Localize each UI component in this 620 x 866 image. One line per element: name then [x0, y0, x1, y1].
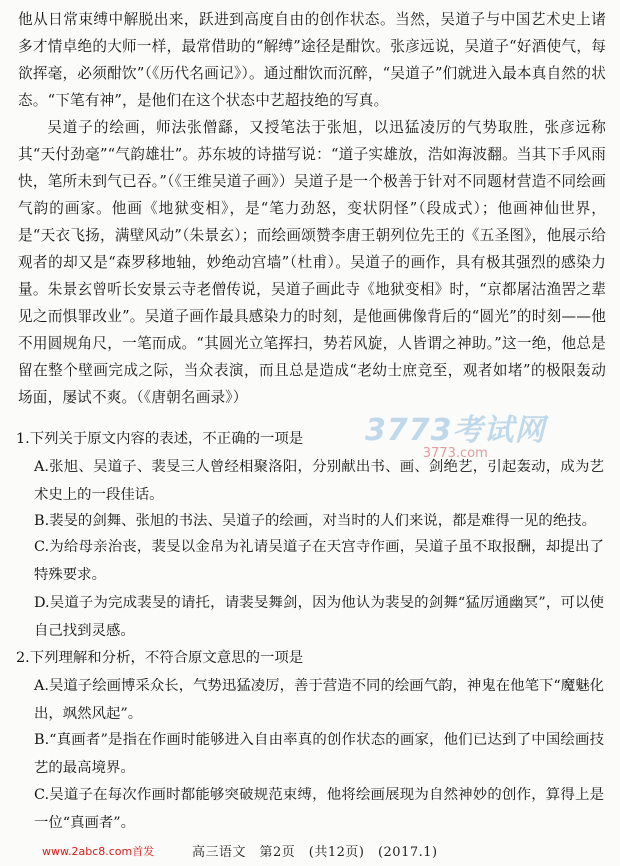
watermark-logo-text: 3773考试网: [365, 413, 546, 448]
question-2-option-a: A.吴道子绘画博采众长，气势迅猛凌厉，善于营造不同的绘画气韵，神鬼在他笔下“魔魅化出，飒然风起”。: [34, 678, 604, 722]
footer-site-link[interactable]: www.2abc8.com首发: [42, 845, 155, 858]
watermark-url: 3773.com: [422, 446, 488, 461]
question-2-stem: 2.下列理解和分析，不符合原文意思的一项是: [16, 650, 304, 666]
question-1-option-a: A.张旭、吴道子、裴旻三人曾经相聚洛阳，分别献出书、画、剑绝艺，引起轰动，成为艺术史上的一段佳话。: [34, 459, 604, 503]
question-2-option-b: B.“真画者”是指在作画时能够进入自由率真的创作状态的画家，他们已达到了中国绘画技艺的最高境界。: [34, 732, 604, 776]
footer-page-info: 高三语文 第2页 (共12页) (2017.1): [192, 845, 438, 860]
page-footer: [0, 841, 620, 861]
question-1-option-d: D.吴道子为完成裴旻的请托，请裴旻舞剑，因为他认为裴旻的剑舞“猛厉通幽冥”，可以使自己找到灵感。: [34, 595, 604, 639]
question-1-option-c: C.为给母亲治丧，裴旻以金帛为礼请吴道子在天宫寺作画，吴道子虽不取报酬，却提出了特殊要求。: [34, 539, 604, 583]
question-1-stem: 1.下列关于原文内容的表述，不正确的一项是: [16, 431, 304, 447]
passage-paragraph-1: 他从日常束缚中解脱出来，跃进到高度自由的创作状态。当然，吴道子与中国艺术史上诸多才情卓绝的大师一样，最常借助的“解缚”途径是酣饮。张彦远说，吴道子“好酒使气，每欲挥毫，必须酣饮”（《历代名画记》）。通过酣饮而沉醉，“吴道子”们就进入最本真自然的状态。“下笔有神”，是他们在这个状态中艺超技绝的写真。: [18, 11, 606, 109]
passage-paragraph-2: 吴道子的绘画，师法张僧繇，又授笔法于张旭，以迅猛凌厉的气势取胜，张彦远称其“天付劲毫”“气韵雄壮”。苏东坡的诗描写说：“道子实雄放，浩如海波翻。当其下手风雨快，笔所未到气已吞。”（《王维吴道子画》）吴道子是一个极善于针对不同题材营造不同绘画气韵的画家。他画《地狱变相》，是“笔力劲怒，变状阴怪”（段成式）；他画神仙世界，是“天衣飞扬，满壁风动”（朱景玄）；而绘画颂赞李唐王朝列位先王的《五圣图》，他展示给观者的却又是“森罗移地轴，妙绝动宫墙”（杜甫）。吴道子的画作，具有极其强烈的感染力量。朱景玄曾听长安景云寺老僧传说，吴道子画此寺《地狱变相》时，“京都屠沽渔罟之辈见之而惧罪改业”。吴道子画作最具感染力的时刻，是他画佛像背后的“圆光”的时刻——他不用圆规角尺，一笔而成。“其圆光立笔挥扫，势若风旋，人皆谓之神助。”这一绝，他总是留在整个壁画完成之际，当众表演，而且总是造成“老幼士庶竞至，观者如堵”的极限轰动场面，屡试不爽。（《唐朝名画录》）: [18, 119, 606, 406]
question-2-option-c: C.吴道子在每次作画时都能够突破规范束缚，他将绘画展现为自然神妙的创作，算得上是一位“真画者”。: [34, 787, 604, 831]
question-1-option-b: B.裴旻的剑舞、张旭的书法、吴道子的绘画，对当时的人们来说，都是难得一见的绝技。: [34, 513, 596, 529]
